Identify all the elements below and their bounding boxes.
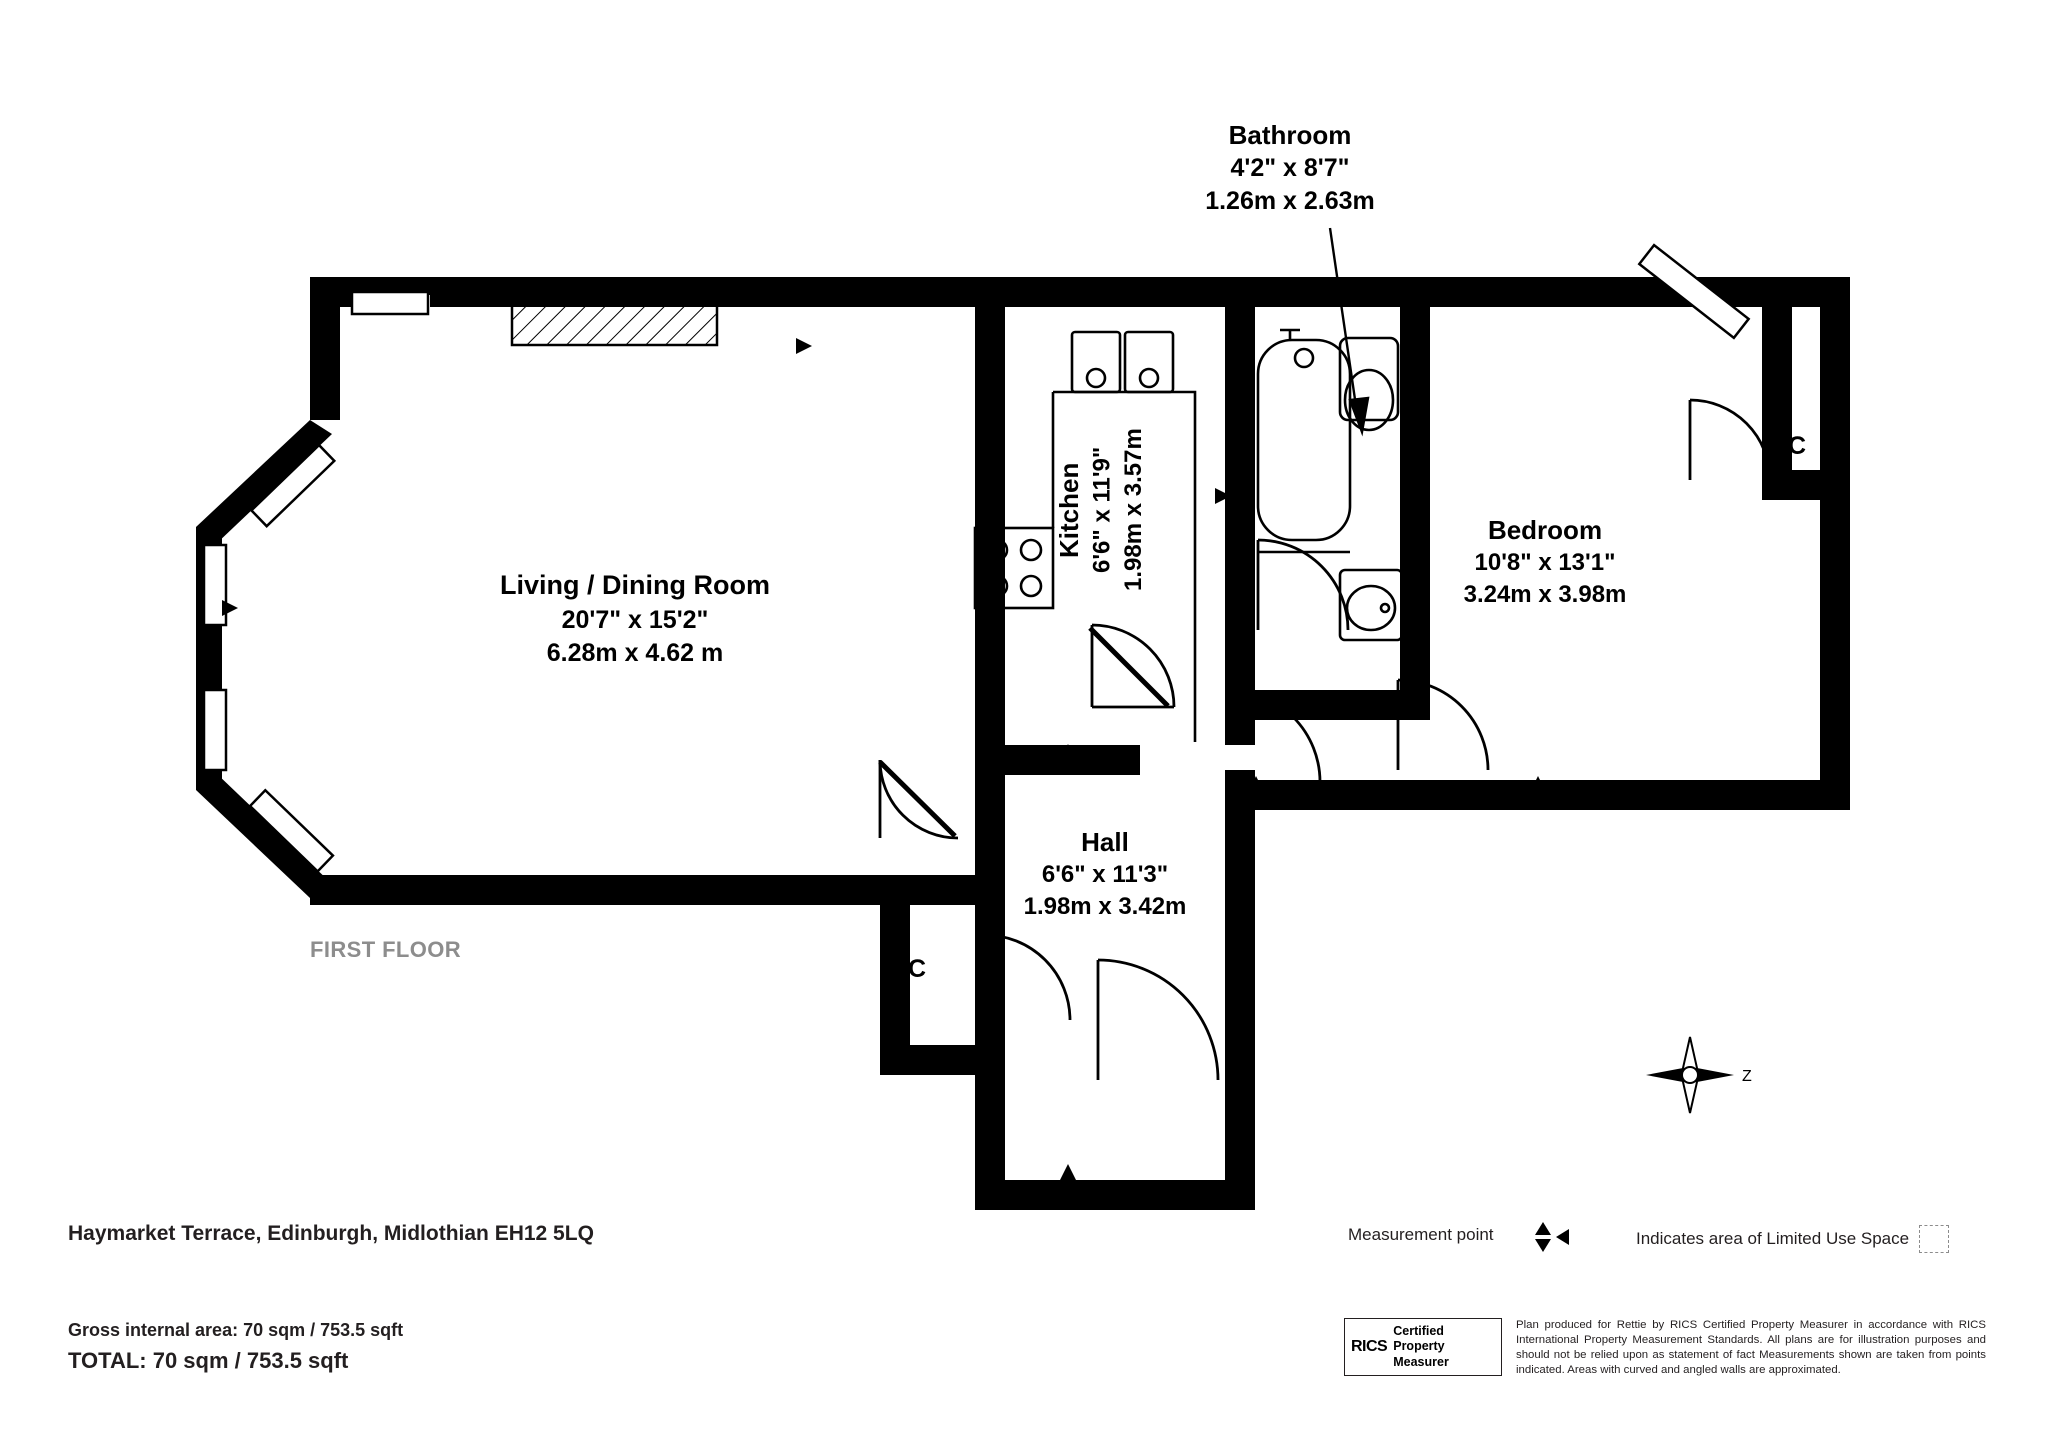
closet-label-bedroom: C <box>1788 432 1807 460</box>
room-label-hall <box>970 825 1240 923</box>
wall-outline <box>196 277 1850 1210</box>
room-label-bedroom <box>1400 513 1690 611</box>
property-address: Haymarket Terrace, Edinburgh, Midlothian EH12 5LQ <box>68 1222 594 1245</box>
room-dim-imperial: 10'8" x 13'1" <box>1474 549 1616 577</box>
door-swings <box>880 400 1770 1080</box>
compass-icon <box>1646 1037 1752 1113</box>
room-name: Bathroom <box>1228 120 1352 150</box>
fixtures <box>975 330 1402 742</box>
measurement-point-legend <box>1348 1225 1536 1245</box>
closet-label-hall: C <box>908 955 927 983</box>
measurement-point-legend-label: Measurement point <box>1348 1225 1494 1244</box>
room-dim-imperial: 6'6" x 11'9" <box>1088 446 1116 574</box>
limited-use-swatch <box>1919 1225 1949 1253</box>
gross-internal-area: Gross internal area: 70 sqm / 753.5 sqft <box>68 1320 404 1340</box>
room-dim-metric: 1.98m x 3.42m <box>1023 892 1187 920</box>
limited-use-legend <box>1636 1225 1949 1253</box>
room-label-kitchen <box>1052 400 1147 620</box>
rics-logo-text: RICS <box>1351 1337 1388 1355</box>
total-area: TOTAL: 70 sqm / 753.5 sqft <box>68 1348 349 1373</box>
room-name: Kitchen <box>1054 462 1084 558</box>
rics-line-2: Property <box>1393 1339 1445 1354</box>
room-label-bathroom <box>1140 118 1440 218</box>
floor-note: FIRST FLOOR <box>310 937 462 962</box>
room-dim-metric: 3.24m x 3.98m <box>1463 580 1627 608</box>
room-dim-metric: 1.26m x 2.63m <box>1205 187 1375 216</box>
measurement-point-icon <box>1535 1222 1569 1252</box>
room-dim-imperial: 20'7" x 15'2" <box>561 605 709 634</box>
limited-use-legend-label: Indicates area of Limited Use Space <box>1636 1229 1910 1248</box>
room-dim-imperial: 4'2" x 8'7" <box>1230 154 1350 183</box>
bay-hatching <box>512 287 717 345</box>
rics-certified-badge <box>1344 1318 1502 1376</box>
svg-text:Z: Z <box>1742 1068 1752 1085</box>
rics-line-1: Certified <box>1393 1324 1444 1339</box>
room-dim-metric: 1.98m x 3.57m <box>1119 428 1147 592</box>
room-dim-metric: 6.28m x 4.62 m <box>546 638 724 667</box>
room-dim-imperial: 6'6" x 11'3" <box>1041 861 1169 889</box>
room-name: Bedroom <box>1487 515 1603 545</box>
rics-line-3: Measurer <box>1393 1354 1449 1369</box>
room-name: Living / Dining Room <box>500 570 770 600</box>
room-name: Hall <box>1081 827 1129 857</box>
disclaimer-text: Plan produced for Rettie by RICS Certified Property Measurer in accordance with RICS International Property Measurement Standards. All plans are for illustration purposes and should not be relied upon as statement of fact Measurements shown are taken from points indicated. Areas with curved and angled walls are approximated. <box>1516 1319 1986 1377</box>
room-label-living-dining <box>500 568 770 670</box>
